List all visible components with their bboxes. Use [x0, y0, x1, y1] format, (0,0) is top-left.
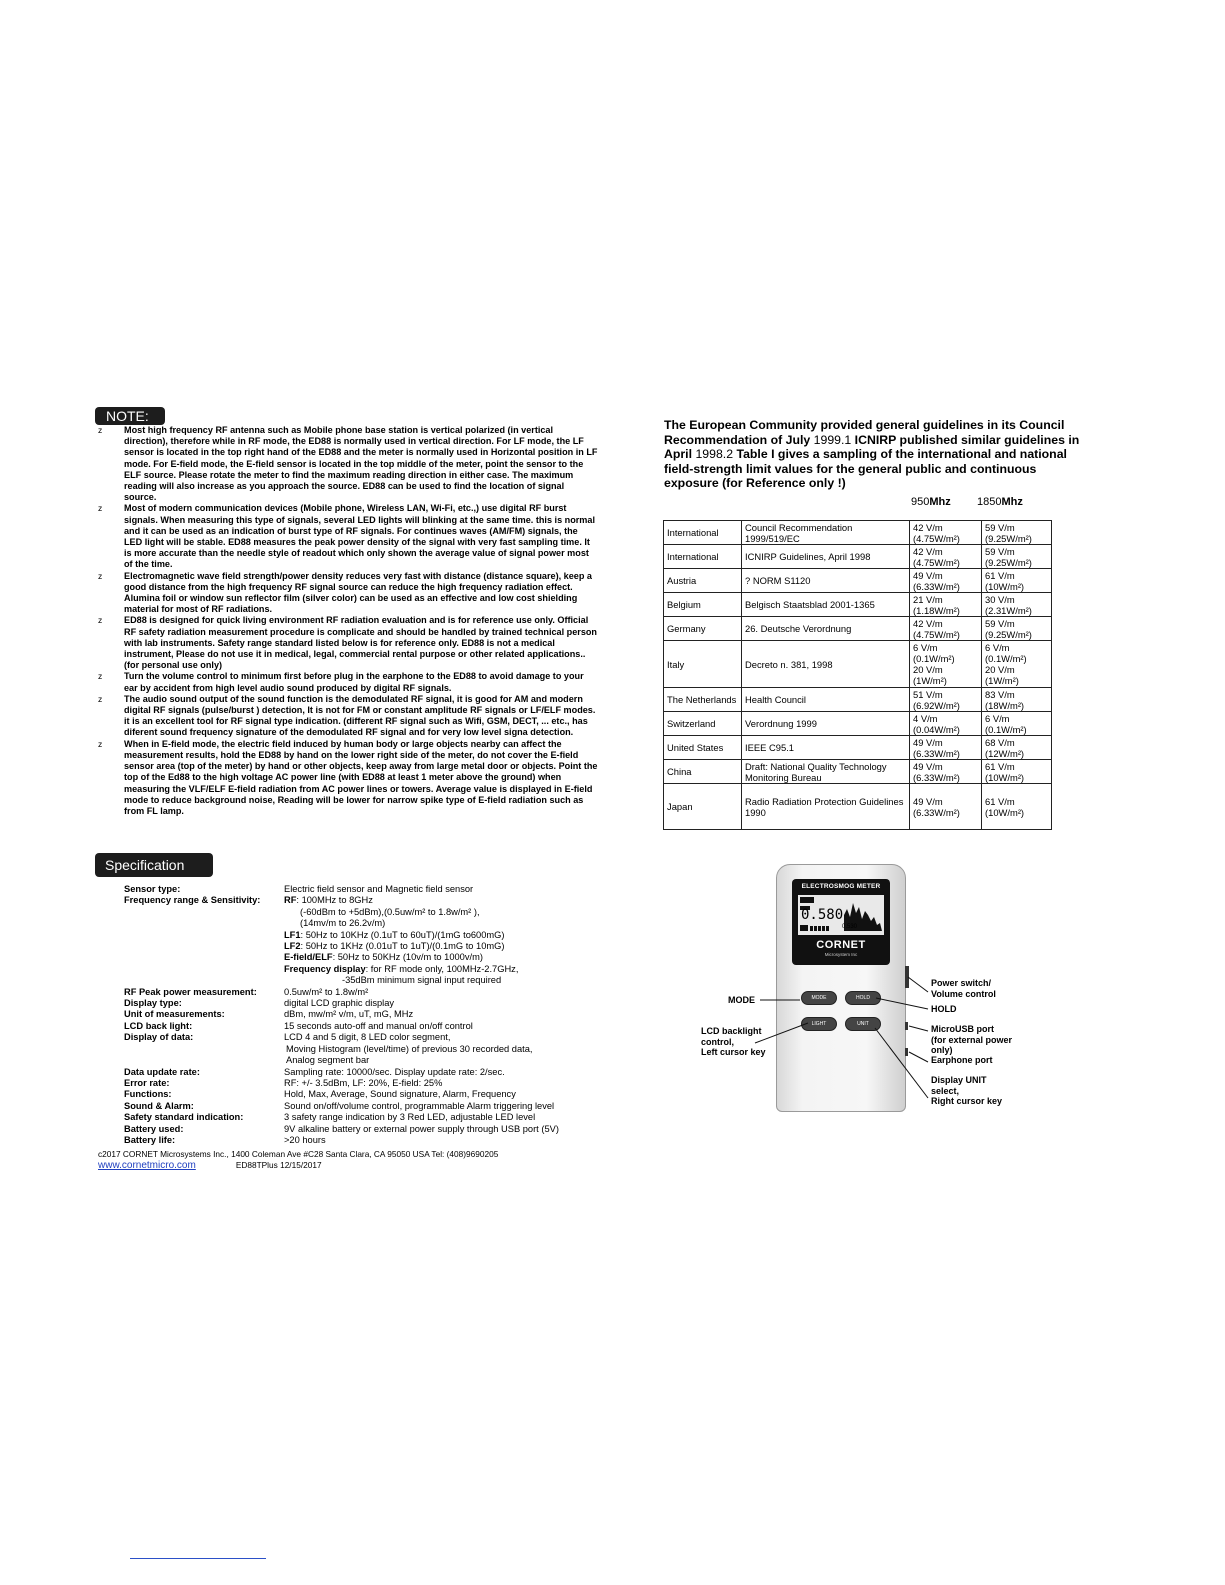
standard-cell: ? NORM S1120 — [742, 569, 910, 593]
note-item: z Most high frequency RF antenna such as Mobile phone base station is vertical polarized (in vertical direction), therefore while in RF mode, the ED88 is normally used in vertical direction. For LF mode, the LF sensor is located in the top right hand of the ED88 and the meter is normally used in Horizontal position in LF mode. For E-field mode, the E-field sensor is located in the top middle of the meter, point the sensor to the ELF source. Please rotate the meter to find the maximum reading direction in either case. The maximum reading will also increase as you approach the source. ED88 can be used to find the location of signal source. — [98, 425, 598, 503]
spec-label: Battery life: — [124, 1134, 176, 1145]
limit-1850-cell: 59 V/m (9.25W/m²) — [982, 617, 1052, 641]
mode-callout: MODE — [728, 995, 755, 1005]
spec-value: 15 seconds auto-off and manual on/off control — [284, 1020, 473, 1031]
note-heading: NOTE: — [95, 407, 165, 425]
spec-value: LCD 4 and 5 digit, 8 LED color segment, Moving Histogram (level/time) of previous 30 recorded data, Analog segment bar — [284, 1032, 533, 1066]
specification-heading: Specification — [95, 853, 213, 877]
spec-label: Battery used: — [124, 1123, 184, 1134]
guidelines-intro: The European Community provided general guidelines in its Council Recommendation of July 1999.1 ICNIRP published similar guidelines in April 1998.2 Table I gives a sampling of the international and national field-strength limit values for the general public and continuous exposure (for Reference only !) — [664, 418, 1080, 491]
limit-950-cell: 42 V/m (4.75W/m²) — [910, 545, 982, 569]
region-cell: Germany — [664, 617, 742, 641]
brand-logo: CORNET — [816, 939, 866, 951]
spec-value: dBm, mw/m² v/m, uT, mG, MHz — [284, 1009, 414, 1020]
limit-950-cell: 6 V/m (0.1W/m²) 20 V/m (1W/m²) — [910, 641, 982, 688]
region-cell: Japan — [664, 784, 742, 830]
spec-label: Display type: — [124, 998, 182, 1009]
spec-value: Hold, Max, Average, Sound signature, Alarm, Frequency — [284, 1089, 516, 1100]
spec-value: Sampling rate: 10000/sec. Display update rate: 2/sec. — [284, 1066, 505, 1077]
region-cell: Switzerland — [664, 712, 742, 736]
note-item: z When in E-field mode, the electric field induced by human body or large objects nearby can affect the measurement results, hold the ED88 by hand on the lower right side of the meter, do not cover the E-field sensor area (top of the meter) by hand or other objects, keep away from large metal door or objects. Point the top of the Ed88 to the high voltage AC power line (with ED88 at least 1 meter above the ground) when measuring the VLF/ELF E-field radiation from AC power lines or towers. Average value is displayed in E-field mode to reduce background noise, Reading will be lower for narrow spike type of E-field radiation such as from FL lamp. — [98, 738, 598, 816]
spec-label: Display of data: — [124, 1032, 194, 1043]
lcd-secondary-reading: 0.530 — [842, 924, 858, 930]
limit-1850-cell: 6 V/m (0.1W/m²) 20 V/m (1W/m²) — [982, 641, 1052, 688]
standard-cell: Verordnung 1999 — [742, 712, 910, 736]
spec-label: RF Peak power measurement: — [124, 986, 257, 997]
limit-950-cell: 49 V/m (6.33W/m²) — [910, 760, 982, 784]
spec-value: RF: +/- 3.5dBm, LF: 20%, E-field: 25% — [284, 1077, 443, 1088]
power-switch-callout: Power switch/ Volume control — [931, 978, 996, 999]
standard-cell: Radio Radiation Protection Guidelines 1990 — [742, 784, 910, 830]
bullet-marker: z — [98, 425, 103, 435]
region-cell: The Netherlands — [664, 688, 742, 712]
spec-label: Safety standard indication: — [124, 1112, 244, 1123]
region-cell: International — [664, 545, 742, 569]
spec-value: 3 safety range indication by 3 Red LED, adjustable LED level — [284, 1112, 536, 1123]
bullet-marker: z — [98, 738, 103, 749]
standard-cell: Council Recommendation 1999/519/EC — [742, 521, 910, 545]
limit-950-cell: 42 V/m (4.75W/m²) — [910, 521, 982, 545]
note-item: z Electromagnetic wave field strength/power density reduces very fast with distance (distance square), keep a good distance from the high frequency RF signal source can reduce the high frequency radiation effect. Alumina foil or window sun reflector film (silver color) can be used as an effective and low cost shielding material for most of RF radiations. — [98, 570, 592, 615]
website-link[interactable]: www.cornetmicro.com — [98, 1160, 196, 1171]
screen-title: ELECTROSMOG METER — [801, 883, 881, 890]
limit-1850-cell: 59 V/m (9.25W/m²) — [982, 545, 1052, 569]
limit-950-cell: 51 V/m (6.92W/m²) — [910, 688, 982, 712]
lcd-reading: 0.580 — [801, 907, 844, 923]
spec-label: Sensor type: — [124, 884, 181, 894]
standard-cell: Belgisch Staatsblad 2001-1365 — [742, 593, 910, 617]
limit-950-cell: 4 V/m (0.04W/m²) — [910, 712, 982, 736]
earphone-callout: Earphone port — [931, 1055, 993, 1065]
spec-label: Error rate: — [124, 1077, 170, 1088]
standard-cell: Draft: National Quality Technology Monitoring Bureau — [742, 760, 910, 784]
limit-1850-cell: 61 V/m (10W/m²) — [982, 760, 1052, 784]
document-code: ED88TPlus 12/15/2017 — [235, 1160, 322, 1170]
bullet-marker: z — [98, 570, 103, 581]
spec-value: RF: 100MHz to 8GHz (-60dBm to +5dBm),(0.5uw/m² to 1.8w/m² ), (14mv/m to 26.2v/m) LF1: 50Hz to 10KHz (0.1uT to 60uT)/(1mG to600mG) LF2: 50Hz to 1KHz (0.01uT to 1uT)/(0.1mG to 10mG) E-field/ELF: 50Hz to 50KHz (10v/m to 1000v/m) Frequency display: for RF mode only, 100MHz-2.7GHz, -35dBm minimum signal input required — [284, 895, 519, 986]
standard-cell: IEEE C95.1 — [742, 736, 910, 760]
spec-value: 9V alkaline battery or external power supply through USB port (5V) — [284, 1123, 559, 1134]
brand-subtitle: Microsystem Inc — [824, 952, 858, 957]
bullet-marker: z — [98, 503, 103, 514]
region-cell: Italy — [664, 641, 742, 688]
standard-cell: ICNIRP Guidelines, April 1998 — [742, 545, 910, 569]
limit-1850-cell: 6 V/m (0.1W/m²) — [982, 712, 1052, 736]
freq-header-950: 950Mhz — [911, 496, 951, 508]
limit-950-cell: 49 V/m (6.33W/m²) — [910, 736, 982, 760]
region-cell: United States — [664, 736, 742, 760]
region-cell: Belgium — [664, 593, 742, 617]
bullet-marker: z — [98, 671, 103, 682]
mode-button[interactable]: MODE — [801, 991, 837, 1005]
spec-label: Unit of measurements: — [124, 1009, 225, 1020]
standard-cell: 26. Deutsche Verordnung — [742, 617, 910, 641]
freq-header-1850: 1850Mhz — [977, 496, 1023, 508]
limit-950-cell: 42 V/m (4.75W/m²) — [910, 617, 982, 641]
spec-label: Sound & Alarm: — [124, 1100, 194, 1111]
spec-value: Sound on/off/volume control, programmable Alarm triggering level — [284, 1100, 555, 1111]
limit-1850-cell: 59 V/m (9.25W/m²) — [982, 521, 1052, 545]
note-item: z Turn the volume control to minimum first before plug in the earphone to the ED88 to avoid damage to your ear by accident from high level audio sound produced by digital RF signals. — [98, 671, 584, 693]
bullet-marker: z — [98, 615, 103, 626]
region-cell: Austria — [664, 569, 742, 593]
spec-value: >20 hours — [284, 1134, 326, 1145]
lcd-backlight-callout: LCD backlight control, Left cursor key — [701, 1026, 766, 1057]
spec-label: LCD back light: — [124, 1020, 193, 1031]
unit-button[interactable]: UNIT — [845, 1017, 881, 1031]
unit-callout: Display UNIT select, Right cursor key — [931, 1075, 1003, 1106]
limit-1850-cell: 30 V/m (2.31W/m²) — [982, 593, 1052, 617]
spec-value: digital LCD graphic display — [284, 998, 395, 1009]
light-button[interactable]: LIGHT — [801, 1017, 837, 1031]
note-item: z Most of modern communication devices (Mobile phone, Wireless LAN, Wi-Fi, etc.,) use digital RF burst signals. When measuring this type of signals, several LED lights will blinking at the same time. this is normal and it can be used as an indication of burst type of RF signals. For continues waves (AM/FM) signals, the LED light will be stable. ED88 measures the peak power density of the signal with very fast sampling time. It is more accurate than the needle style of readout which only shown the average value of signal power most of the time. — [98, 503, 595, 570]
limit-1850-cell: 83 V/m (18W/m²) — [982, 688, 1052, 712]
limit-1850-cell: 61 V/m (10W/m²) — [982, 784, 1052, 830]
limit-950-cell: 21 V/m (1.18W/m²) — [910, 593, 982, 617]
spec-label: Functions: — [124, 1089, 172, 1100]
note-item: z ED88 is designed for quick living environment RF radiation evaluation and is for reference use only. Official RF safety radiation measurement procedure is complicate and should be handled by trained technical person with lab instruments. Safety range standard listed below is for reference only. ED88 is not a medical instrument, Please do not use it in medical, legal, commercial rental purpose or other related applications.. (for personal use only) — [98, 615, 597, 671]
limit-950-cell: 49 V/m (6.33W/m²) — [910, 784, 982, 830]
spec-label: Frequency range & Sensitivity: — [124, 895, 261, 906]
standard-cell: Decreto n. 381, 1998 — [742, 641, 910, 688]
limit-950-cell: 49 V/m (6.33W/m²) — [910, 569, 982, 593]
region-cell: International — [664, 521, 742, 545]
region-cell: China — [664, 760, 742, 784]
microusb-callout: MicroUSB port (for external power only) — [931, 1024, 1013, 1055]
note-item: z The audio sound output of the sound function is the demodulated RF signal, it is good for AM and modern digital RF signals (pulse/burst ) detection, It is not for FM or constant amplitude RF signals or LF/ELF modes. it is an excellent tool for RF signal type indication. (different RF signal such as Wifi, GSM, DECT, ... etc., has diferent sound frequency signature of the demodulated RF signal and for very low level signa detection. — [98, 693, 596, 738]
bullet-marker: z — [98, 693, 103, 704]
spec-value: 0.5uw/m² to 1.8w/m² — [284, 986, 369, 997]
spec-value: Electric field sensor and Magnetic field sensor — [284, 884, 474, 894]
spec-label: Data update rate: — [124, 1066, 200, 1077]
limit-1850-cell: 68 V/m (12W/m²) — [982, 736, 1052, 760]
hold-button[interactable]: HOLD — [845, 991, 881, 1005]
limit-1850-cell: 61 V/m (10W/m²) — [982, 569, 1052, 593]
copyright-line: c2017 CORNET Microsystems Inc., 1400 Coleman Ave #C28 Santa Clara, CA 95050 USA Tel: (408)9690205 — [98, 1149, 499, 1159]
standard-cell: Health Council — [742, 688, 910, 712]
hold-callout: HOLD — [931, 1004, 957, 1014]
